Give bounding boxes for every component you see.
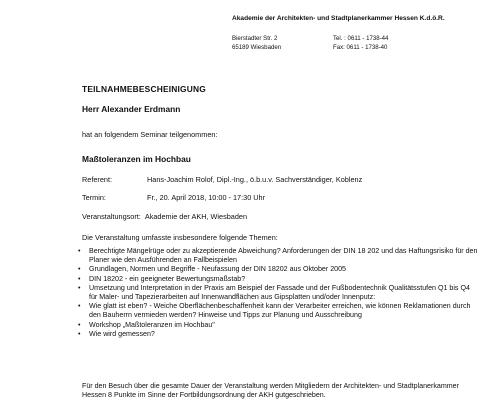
participant-name: Herr Alexander Erdmann: [82, 104, 181, 114]
list-item: [78, 321, 478, 330]
phone-fax-column: [333, 34, 388, 52]
list-item: [78, 284, 478, 302]
city-address: 65189 Wiesbaden: [232, 44, 282, 51]
referent-row: [82, 175, 362, 184]
referent-value: Hans-Joachim Rolof, Dipl.-Ing., ö.b.u.v. Sachverständiger, Koblenz: [147, 175, 363, 184]
intro-text: hat an folgendem Seminar teilgenommen:: [82, 130, 218, 139]
venue-row: [82, 212, 247, 221]
venue-value: Akademie der AKH, Wiesbaden: [144, 212, 248, 221]
list-item: [78, 330, 478, 339]
list-item: [78, 265, 478, 274]
termin-row: [82, 193, 265, 202]
footer-text: Für den Besuch über die gesamte Dauer der Veranstaltung werden Mitgliedern der Architekten- und Stadtplanerkammer Hessen 8 Punkte im Sinne der Fortbildungsordnung der AKH gutgeschrieben.: [82, 382, 459, 400]
list-item: [78, 247, 478, 265]
bullet-icon: •: [78, 302, 81, 311]
termin-value: Fr., 20. April 2018, 10:00 - 17:30 Uhr: [147, 193, 266, 202]
bullet-icon: •: [78, 283, 81, 292]
topic-text: Berechtigte Mängelrüge oder zu akzeptierende Abweichung? Anforderungen der DIN 18 202 und das Haftungsrisiko für den Planer wie den Ausführenden an Fallbeispielen: [89, 247, 478, 265]
topics-list: [78, 247, 478, 339]
organization-name: Akademie der Architekten- und Stadtplanerkammer Hessen K.d.ö.R.: [232, 15, 445, 22]
seminar-title: Maßtoleranzen im Hochbau: [82, 154, 191, 164]
topic-text: Wie wird gemessen?: [89, 329, 155, 338]
street-address: Bierstadter Str. 2: [232, 35, 278, 42]
topics-intro: Die Veranstaltung umfasste insbesondere folgende Themen:: [82, 233, 278, 242]
termin-label: Termin:: [82, 193, 106, 202]
list-item: [78, 275, 478, 284]
phone-number: Tel. : 0611 - 1738-44: [333, 35, 389, 42]
topic-text: Wie glatt ist eben? - Weiche Oberflächenbeschaffenheit kann der Verarbeiter erreichen, wie können Reklamationen durch den Bauherrn vermieden werden? Hinweise und Tipps zur Planung und Ausschreibung: [89, 302, 471, 320]
referent-label: Referent:: [82, 175, 113, 184]
bullet-icon: •: [78, 274, 81, 283]
topic-text: Grundlagen, Normen und Begriffe - Neufassung der DIN 18202 aus Oktober 2005: [89, 265, 346, 274]
topic-text: DIN 18202 - ein geeigneter Bewertungsmaßstab?: [89, 274, 246, 283]
venue-label: Veranstaltungsort:: [82, 212, 141, 221]
bullet-icon: •: [78, 320, 81, 329]
topic-text: Workshop „Maßtoleranzen im Hochbau": [89, 320, 215, 329]
bullet-icon: •: [78, 247, 81, 255]
list-item: [78, 302, 478, 320]
bullet-icon: •: [78, 265, 81, 274]
topic-text: Umsetzung und Interpretation in der Praxis am Beispiel der Fassade und der Fußbodentechnik Qualitätsstufen Q1 bis Q4 für Maler- und Tapezierarbeiten auf Innenwandflächen aus Gipsplatten und/oder Innenputz:: [89, 283, 470, 302]
fax-number: Fax: 0611 - 1738-40: [333, 44, 388, 51]
bullet-icon: •: [78, 329, 81, 338]
document-title: TEILNAHMEBESCHEINIGUNG: [82, 84, 206, 94]
address-column: [232, 34, 281, 52]
